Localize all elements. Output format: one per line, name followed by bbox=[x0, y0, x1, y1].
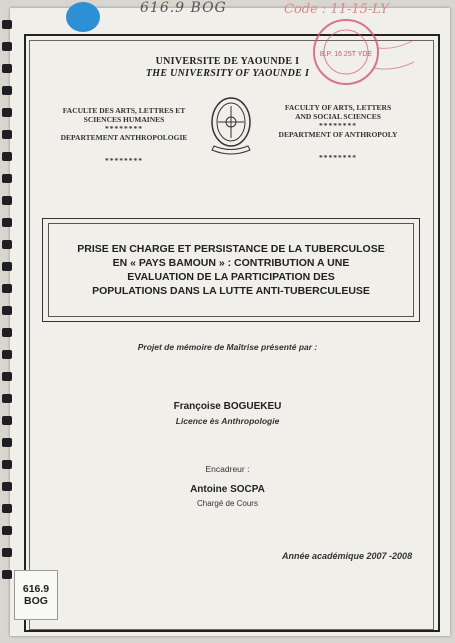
faculty-en-block bbox=[258, 103, 418, 162]
author-degree: Licence ès Anthropologie bbox=[175, 416, 280, 426]
faculty-fr-line2: SCIENCES HUMAINES bbox=[83, 115, 165, 124]
shelf-label bbox=[14, 570, 58, 620]
spiral-binding bbox=[0, 20, 14, 580]
handwritten-code: Code : 11-15-LY bbox=[284, 2, 389, 17]
presented-by-text: Projet de mémoire de Maîtrise présenté par : bbox=[137, 342, 318, 352]
faculty-fr-block bbox=[44, 106, 204, 165]
author-name: Françoise BOGUEKEU bbox=[173, 401, 282, 412]
title-line-2: EN « PAYS BAMOUN » : CONTRIBUTION A UNE bbox=[112, 257, 350, 269]
stamp-bp-text: B.P. 16 25T YDE bbox=[319, 51, 373, 58]
title-line-4: POPULATIONS DANS LA LUTTE ANTI-TUBERCULEUSE bbox=[92, 285, 370, 297]
department-en: DEPARTMENT OF ANTHROPOLY bbox=[278, 130, 398, 139]
shelf-label-number: 616.9 bbox=[22, 583, 50, 595]
faculty-en-line2: AND SOCIAL SCIENCES bbox=[295, 112, 381, 121]
faculty-en-line1: FACULTY OF ARTS, LETTERS bbox=[284, 103, 392, 112]
faculty-en-stars1: ******** bbox=[319, 121, 357, 130]
title-line-3: EVALUATION DE LA PARTICIPATION DES bbox=[127, 271, 335, 283]
blue-sticker-dot bbox=[66, 2, 100, 32]
university-name-en: THE UNIVERSITY OF YAOUNDE I bbox=[145, 68, 310, 79]
faculty-fr-stars2: ******** bbox=[105, 156, 143, 165]
handwritten-call-number: 616.9 BOG bbox=[140, 0, 227, 16]
faculty-en-stars2: ******** bbox=[319, 153, 357, 162]
academic-year: Année académique 2007 -2008 bbox=[282, 551, 413, 561]
supervisor-rank: Chargé de Cours bbox=[197, 499, 258, 508]
shelf-label-code: BOG bbox=[24, 595, 48, 607]
university-name-fr: UNIVERSITE DE YAOUNDE I bbox=[155, 56, 300, 67]
library-stamp bbox=[306, 10, 418, 90]
title-line-1: PRISE EN CHARGE ET PERSISTANCE DE LA TUBERCULOSE bbox=[77, 243, 385, 255]
supervisor-name: Antoine SOCPA bbox=[190, 484, 265, 495]
faculty-fr-line1: FACULTE DES ARTS, LETTRES ET bbox=[62, 106, 186, 115]
supervisor-label: Encadreur : bbox=[205, 464, 250, 474]
university-seal-logo bbox=[208, 96, 254, 158]
thesis-title bbox=[48, 223, 414, 317]
department-fr: DEPARTEMENT ANTHROPOLOGIE bbox=[60, 133, 188, 142]
faculty-fr-stars1: ******** bbox=[105, 124, 143, 133]
